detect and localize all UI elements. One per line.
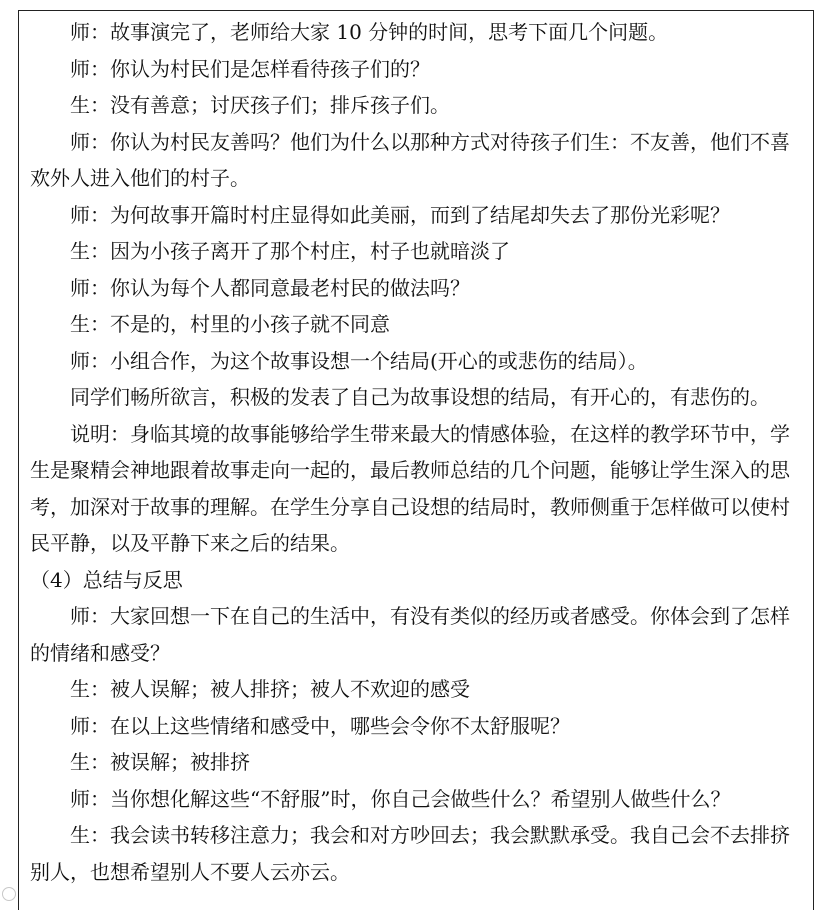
section-heading: （4）总结与反思 (30, 567, 183, 592)
watermark-logo-icon (2, 887, 16, 901)
paragraph: 师：当你想化解这些“不舒服”时，你自己会做些什么？希望别人做些什么？ (70, 786, 731, 811)
paragraph: 师：大家回想一下在自己的生活中，有没有类似的经历或者感受。你体会到了怎样的情绪和感受？ (30, 604, 790, 665)
paragraph: 生：被人误解；被人排挤；被人不欢迎的感受 (70, 677, 470, 701)
paragraph: 师：为何故事开篇时村庄显得如此美丽，而到了结尾却失去了那份光彩呢？ (70, 202, 730, 227)
paragraph: 师：你认为村民们是怎样看待孩子们的？ (70, 56, 430, 81)
watermark (2, 887, 16, 901)
paragraph: 师：在以上这些情绪和感受中，哪些会令你不太舒服呢？ (70, 713, 570, 738)
paragraph: 生：没有善意；讨厌孩子们；排斥孩子们。 (70, 93, 450, 117)
paragraph: 生：因为小孩子离开了那个村庄，村子也就暗淡了 (70, 239, 510, 263)
paragraph: 生：不是的，村里的小孩子就不同意 (70, 312, 390, 336)
paragraph: 师：故事演完了，老师给大家 10 分钟的时间，思考下面几个问题。 (70, 20, 669, 44)
paragraph: 说明：身临其境的故事能够给学生带来最大的情感体验，在这样的教学环节中，学生是聚精会神地跟着故事走向一起的，最后教师总结的几个问题，能够让学生深入的思考，加深对于故事的理解。在学生分享自己设想的结局时，教师侧重于怎样做可以使村民平静，以及平静下来之后的结果。 (30, 421, 790, 555)
paragraph: 师：小组合作，为这个故事设想一个结局(开心的或悲伤的结局）。 (70, 348, 648, 373)
document-body (30, 14, 790, 890)
paragraph: 生：我会读书转移注意力；我会和对方吵回去；我会默默承受。我自己会不去排挤别人，也想希望别人不要人云亦云。 (30, 823, 790, 884)
paragraph: 师：你认为村民友善吗？他们为什么以那种方式对待孩子们生：不友善，他们不喜欢外人进入他们的村子。 (30, 129, 790, 190)
paragraph: 师：你认为每个人都同意最老村民的做法吗？ (70, 275, 470, 300)
paragraph: 生：被误解；被排挤 (70, 750, 250, 774)
paragraph: 同学们畅所欲言，积极的发表了自己为故事设想的结局，有开心的，有悲伤的。 (70, 385, 770, 409)
